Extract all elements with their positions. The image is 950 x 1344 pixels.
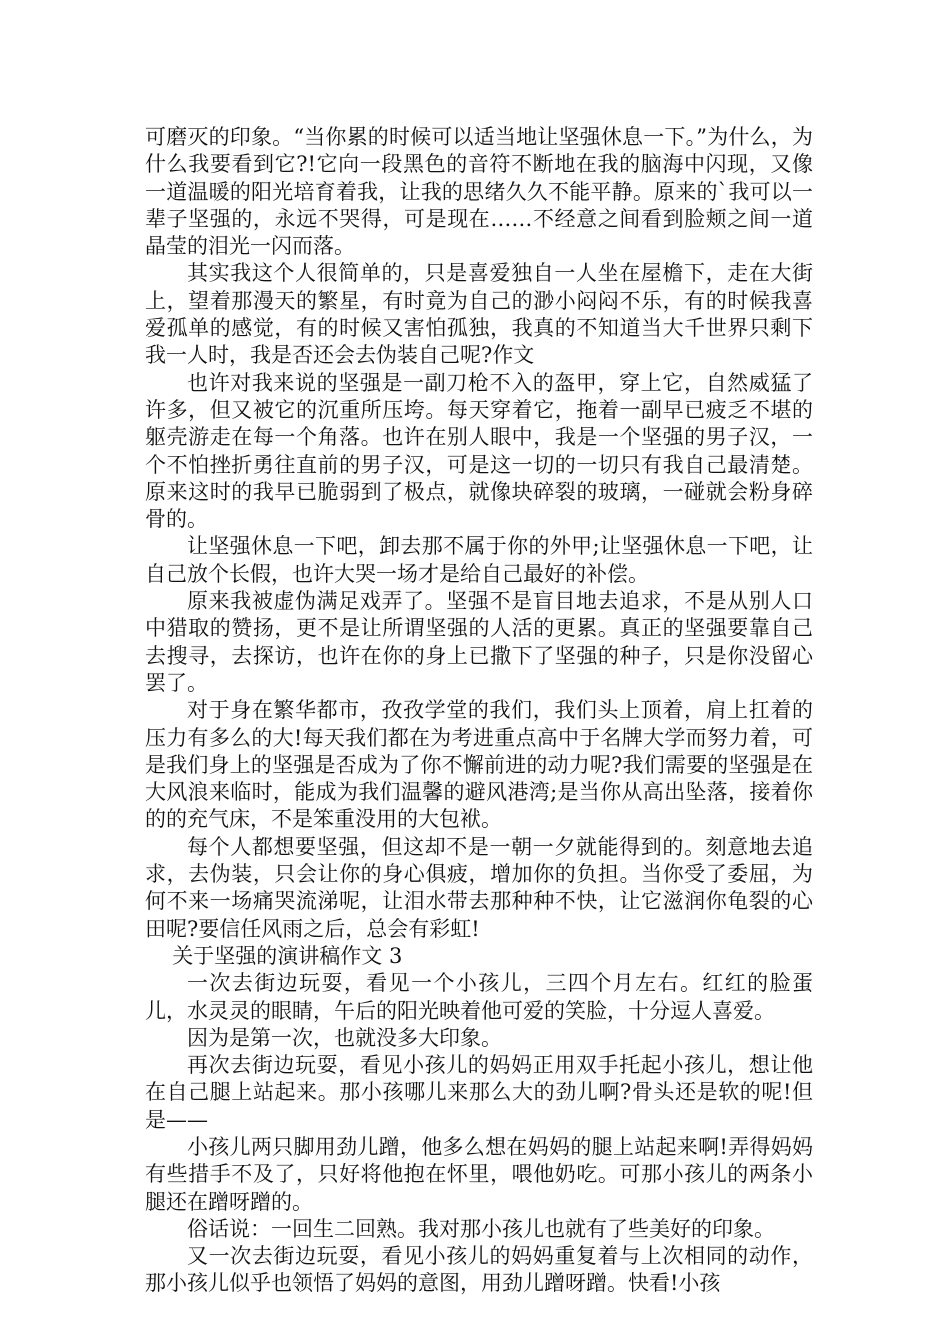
paragraph: 俗话说：一回生二回熟。我对那小孩儿也就有了些美好的印象。 [187, 1216, 775, 1241]
paragraph: 原来我被虚伪满足戏弄了。坚强不是盲目地去追求，不是从别人口中猎取的赞扬，更不是让所谓坚强的人活的更累。真正的坚强要靠自己去搜寻，去探访，也许在你的身上已撒下了坚强的种子，只是你没留心罢了。 [145, 589, 813, 695]
paragraph: 因为是第一次，也就没多大印象。 [187, 1025, 502, 1050]
paragraph: 其实我这个人很简单的，只是喜爱独自一人坐在屋檐下，走在大街上，望着那漫天的繁星，有时竟为自己的渺小闷闷不乐，有的时候我喜爱孤单的感觉，有的时候又害怕孤独，我真的不知道当大千世界只剩下我一人时，我是否还会去伪装自己呢?作文 [145, 261, 813, 368]
paragraph: 一次去街边玩耍，看见一个小孩儿，三四个月左右。红红的脸蛋儿，水灵灵的眼睛，午后的阳光映着他可爱的笑脸，十分逗人喜爱。 [145, 971, 813, 1023]
paragraph: 也许对我来说的坚强是一副刀枪不入的盔甲，穿上它，自然威猛了许多，但又被它的沉重所压垮。每天穿着它，拖着一副早已疲乏不堪的躯壳游走在每一个角落。也许在别人眼中，我是一个坚强的男子汉，一个不怕挫折勇往直前的男子汉，可是这一切的一切只有我自己最清楚。原来这时的我早已脆弱到了极点，就像块碎裂的玻璃，一碰就会粉身碎骨的。 [145, 370, 813, 532]
paragraph: 对于身在繁华都市，孜孜学堂的我们，我们头上顶着，肩上扛着的压力有多么的大!每天我们都在为考进重点高中于名牌大学而努力着，可是我们身上的坚强是否成为了你不懈前进的动力呢?我们需要的坚强是在大风浪来临时，能成为我们温馨的避风港湾;是当你从高出坠落，接着你的的充气床，不是笨重没用的大包袱。 [145, 698, 813, 832]
paragraph: 每个人都想要坚强，但这却不是一朝一夕就能得到的。刻意地去追求，去伪装，只会让你的身心俱疲，增加你的负担。当你受了委屈，为何不来一场痛哭流涕呢，让泪水带去那种种不快，让它滋润你龟裂的心田呢?要信任风雨之后，总会有彩虹! [145, 834, 813, 941]
paragraph: 小孩儿两只脚用劲儿蹭，他多么想在妈妈的腿上站起来啊!弄得妈妈有些措手不及了，只好将他抱在怀里，喂他奶吃。可那小孩儿的两条小腿还在蹭呀蹭的。 [145, 1134, 813, 1214]
paragraph: 让坚强休息一下吧，卸去那不属于你的外甲;让坚强休息一下吧，让自己放个长假，也许大哭一场才是给自己最好的补偿。 [145, 534, 813, 586]
paragraph: 又一次去街边玩耍，看见小孩儿的妈妈重复着与上次相同的动作，那小孩儿似乎也领悟了妈妈的意图，用劲儿蹭呀蹭。快看!小孩 [145, 1244, 813, 1296]
document-body [145, 124, 813, 1298]
paragraph: 可磨灭的印象。“当你累的时候可以适当地让坚强休息一下。”为什么，为什么我要看到它?!它向一段黑色的音符不断地在我的脑海中闪现，又像一道温暖的阳光培育着我，让我的思绪久久不能平静。原来的`我可以一辈子坚强的，永远不哭得，可是现在……不经意之间看到脸颊之间一道晶莹的泪光一闪而落。 [145, 125, 813, 259]
paragraph: 再次去街边玩耍，看见小孩儿的妈妈正用双手托起小孩儿，想让他在自己腿上站起来。那小孩哪儿来那么大的劲儿啊?骨头还是软的呢!但是—— [145, 1053, 813, 1132]
section-heading: 关于坚强的演讲稿作文 3 [172, 943, 403, 968]
